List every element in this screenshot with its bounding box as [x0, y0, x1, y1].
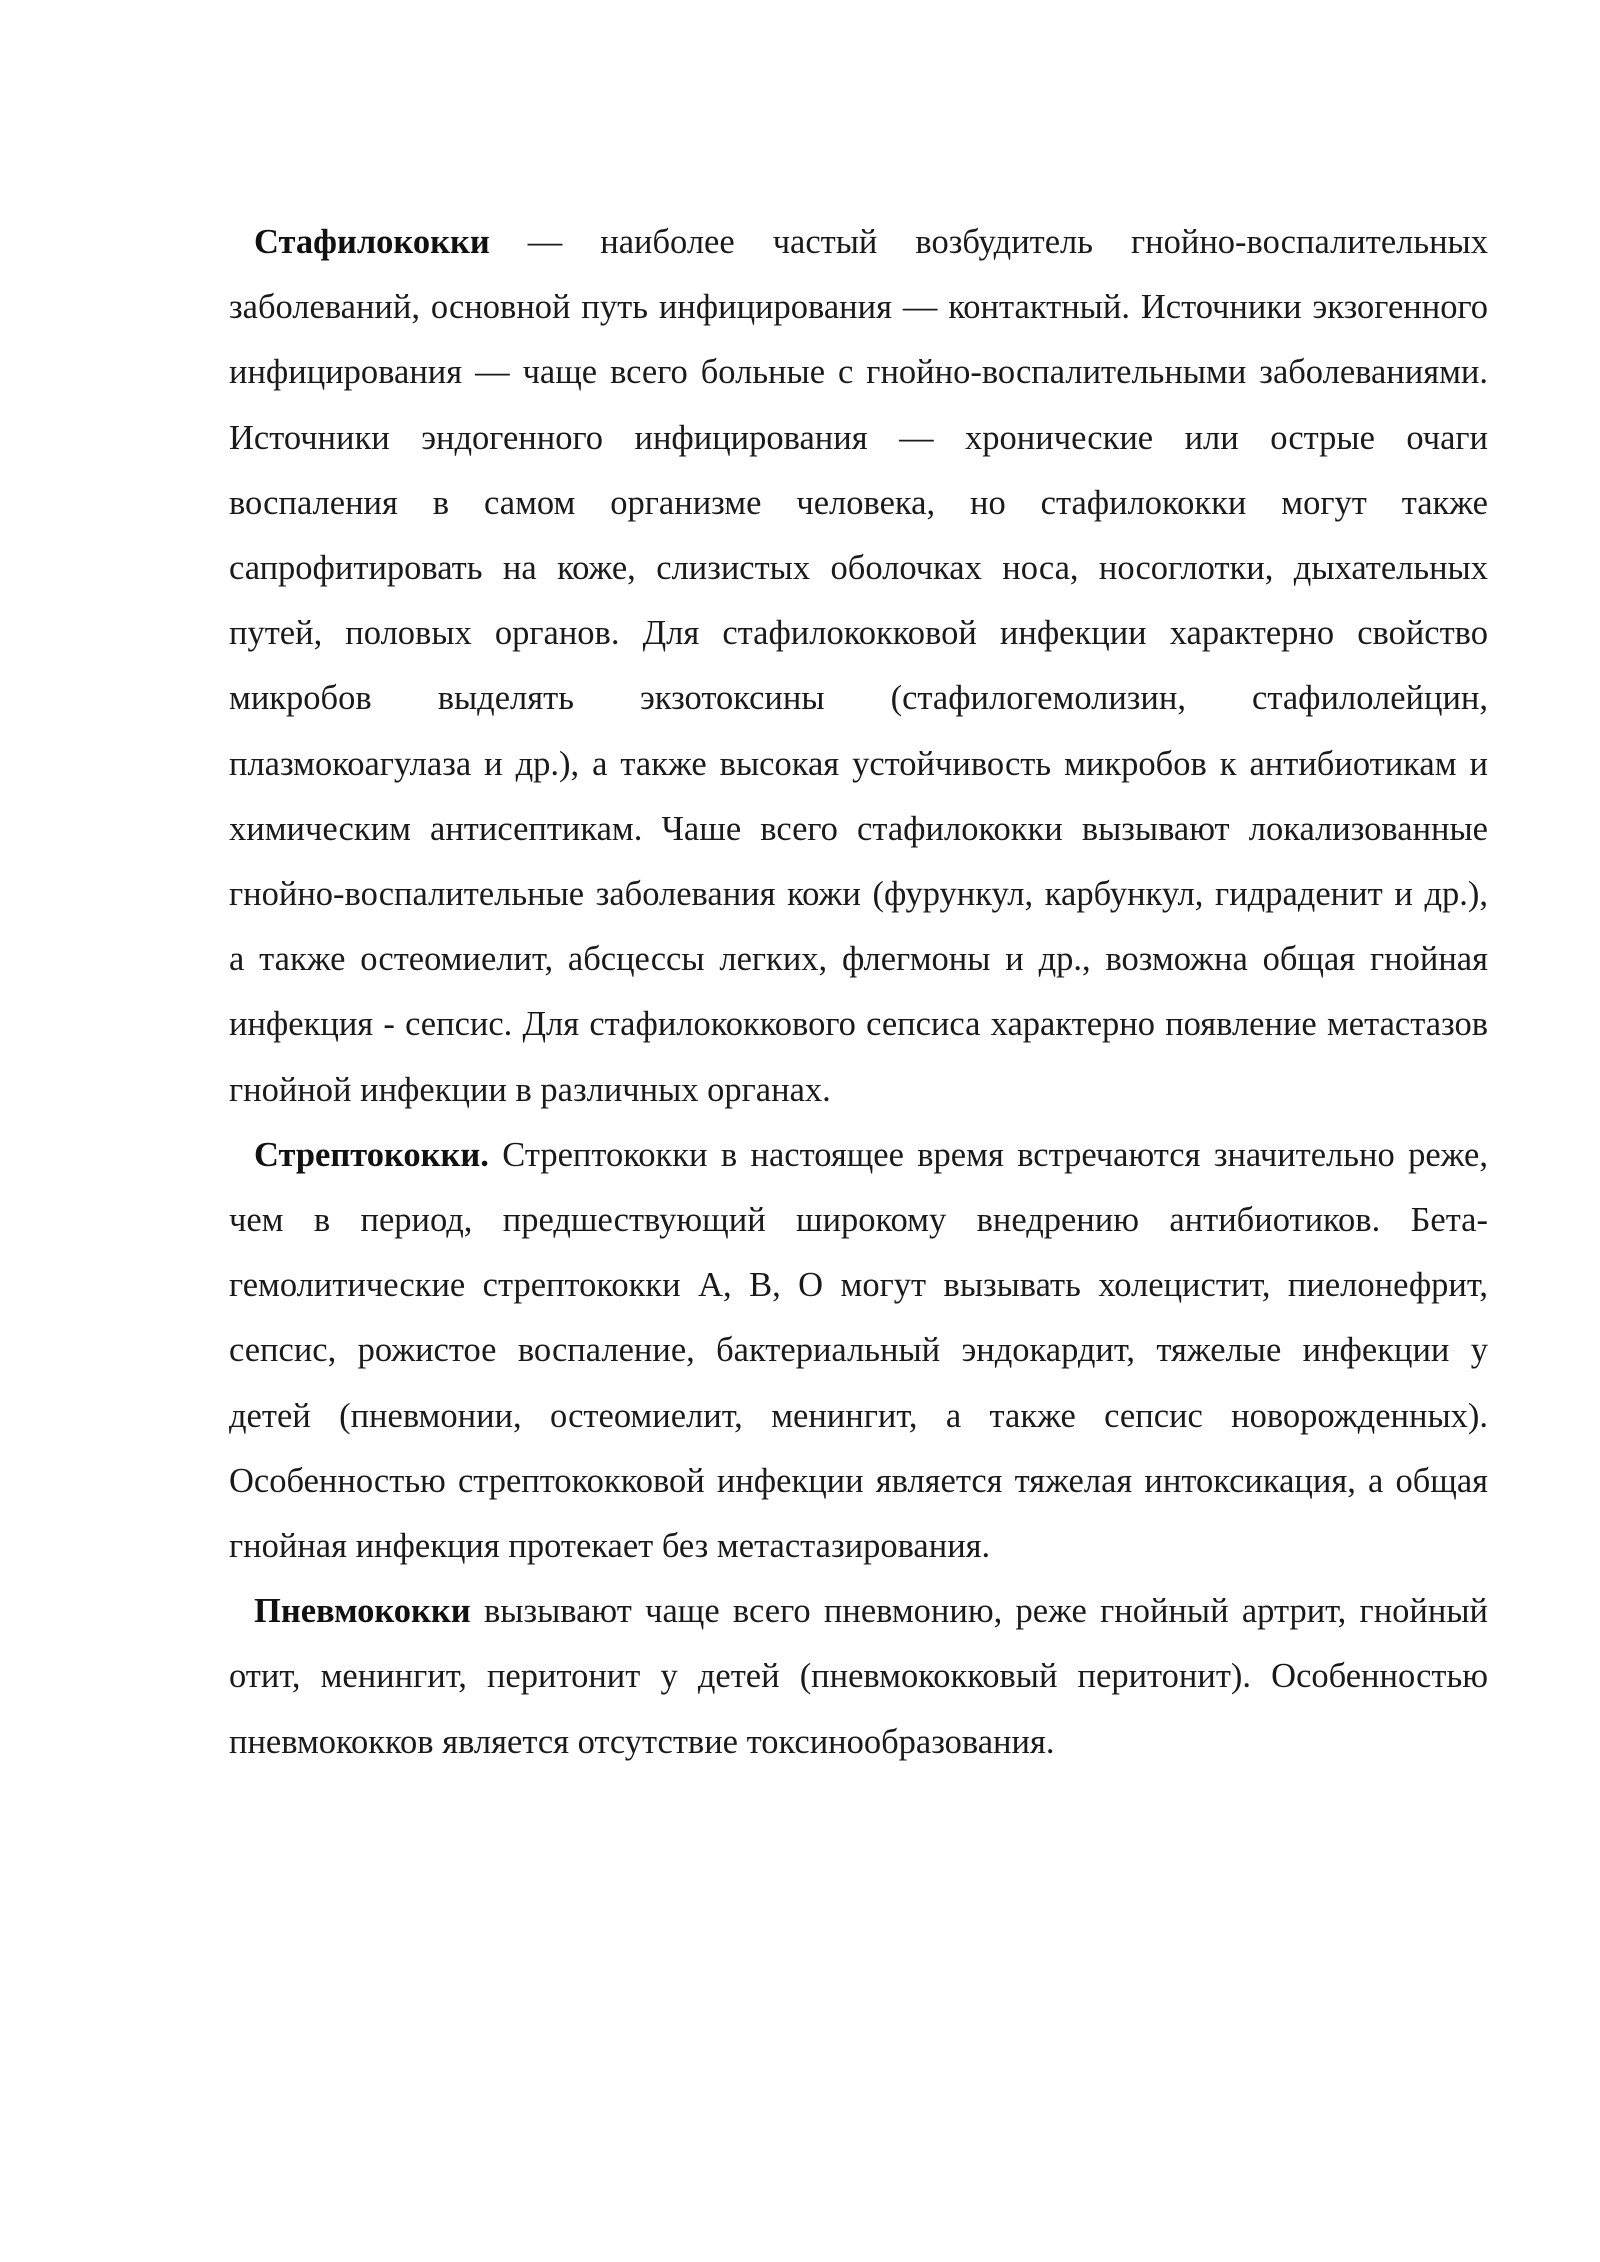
paragraph-lead: Стафилококки	[254, 223, 490, 261]
paragraph-text: Стрептококки в настоящее время встречаются значительно реже, чем в период, предшествующий широкому внедрению антибиотиков. Бета-гемолитические стрептококки А, В, О могут вызывать холецистит, пиелонефрит, сепсис, рожистое воспаление, бактериальный эндокардит, тяжелые инфекции у детей (пневмонии, остеомиелит, менингит, а также сепсис новорожденных). Особенностью стрептококковой инфекции является тяжелая интоксикация, а общая гнойная инфекция протекает без метастазирования.	[229, 1135, 1488, 1566]
paragraph-streptococci	[229, 1123, 1488, 1579]
paragraph-pneumococci	[229, 1579, 1488, 1775]
paragraph-staphylococci	[229, 210, 1488, 1123]
paragraph-text: вызывают чаще всего пневмонию, реже гнойный артрит, гнойный отит, менингит, перитонит у детей (пневмококковый перитонит). Особенностью пневмококков является отсутствие токсинообразования.	[229, 1592, 1488, 1761]
paragraph-text: — наиболее частый возбудитель гнойно-воспалительных заболеваний, основной путь инфицирования — контактный. Источники экзогенного инфицирования — чаще всего больные с гнойно-воспалительными заболеваниями. Источники эндогенного инфицирования — хронические или острые очаги воспаления в самом организме человека, но стафилококки могут также сапрофитировать на коже, слизистых оболочках носа, носоглотки, дыхательных путей, половых органов. Для стафилококковой инфекции характерно свойство микробов выделять экзотоксины (стафилогемолизин, стафилолейцин, плазмокоагулаза и др.), а также высокая устойчивость микробов к антибиотикам и химическим антисептикам. Чаше всего стафилококки вызывают локализованные гнойно-воспалительные заболевания кожи (фурункул, карбункул, гидраденит и др.), а также остеомиелит, абсцессы легких, флегмоны и др., возможна общая гнойная инфекция - сепсис. Для стафилококкового сепсиса характерно появление метастазов гнойной инфекции в различных органах.	[229, 223, 1488, 1109]
document-body	[229, 210, 1488, 1775]
paragraph-lead: Стрептококки.	[254, 1135, 489, 1174]
paragraph-lead: Пневмококки	[254, 1592, 471, 1631]
